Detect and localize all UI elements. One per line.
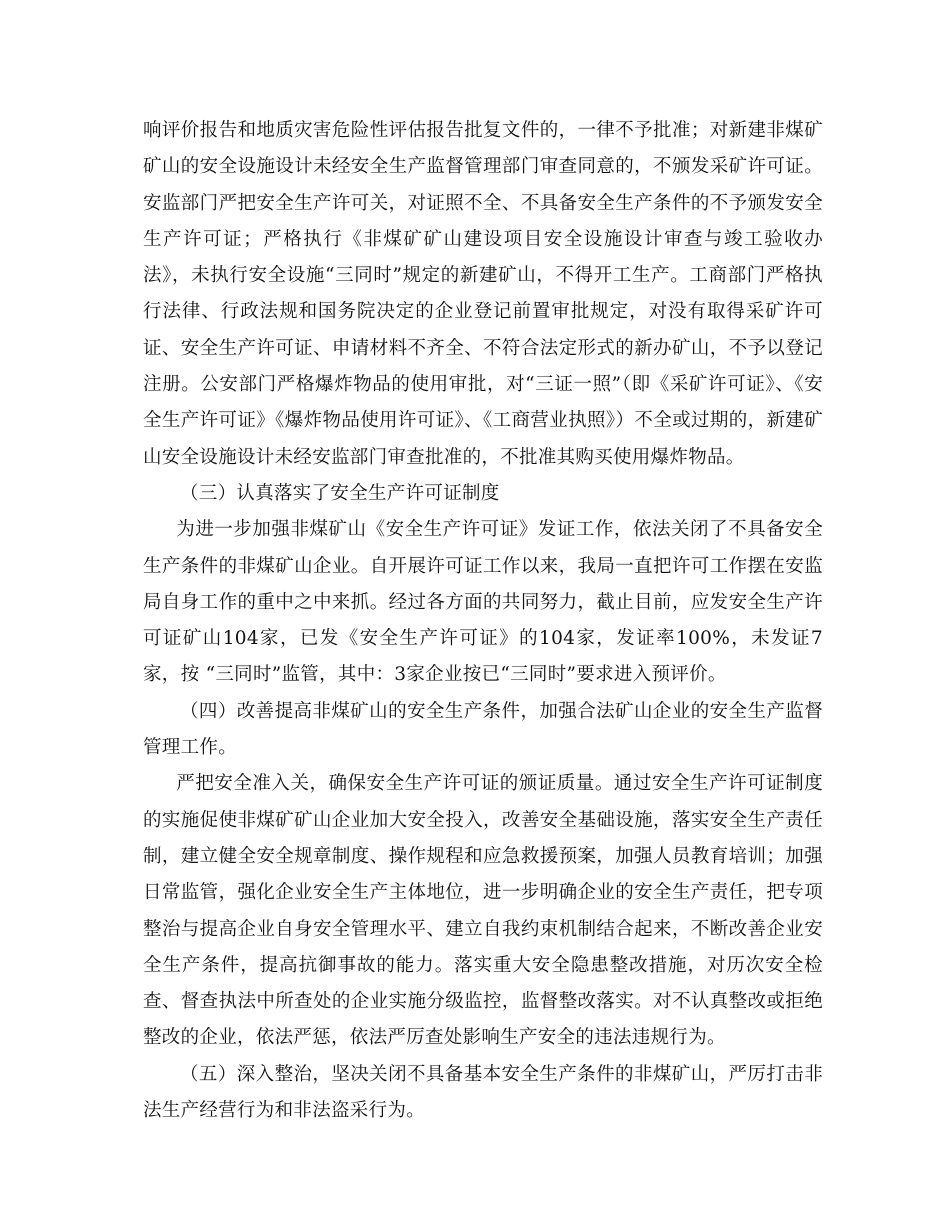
paragraph-approval-rules: 响评价报告和地质灾害危险性评估报告批复文件的，一律不予批准；对新建非煤矿矿山的安全设施设计未经安全生产监督管理部门审查同意的，不颁发采矿许可证。安监部门严把安全生产许可关，对证照不全、不具备安全生产条件的不予颁发安全生产许可证；严格执行《非煤矿矿山建设项目安全设施设计审查与竣工验收办法》，未执行安全设施“三同时”规定的新建矿山，不得开工生产。工商部门严格执行法律、行政法规和国务院决定的企业登记前置审批规定，对没有取得采矿许可证、安全生产许可证、申请材料不齐全、不符合法定形式的新办矿山，不予以登记注册。公安部门严格爆炸物品的使用审批，对“三证一照”（即《采矿许可证》、《安全生产许可证》《爆炸物品使用许可证》、《工商营业执照》）不全或过期的，新建矿山安全设施设计未经安监部门审查批准的，不批准其购买使用爆炸物品。 <box>143 120 823 468</box>
section-heading-3: （三）认真落实了安全生产许可证制度 <box>180 482 500 504</box>
paragraph-license-issuance: 为进一步加强非煤矿山《安全生产许可证》发证工作，依法关闭了不具备安全生产条件的非煤矿山企业。自开展许可证工作以来，我局一直把许可工作摆在安监局自身工作的重中之中来抓。经过各方面的共同努力，截止目前，应发安全生产许可证矿山104家，已发《安全生产许可证》的104家，发证率100%，未发证7家，按 “三同时”监管，其中：3家企业按已“三同时”要求进入预评价。 <box>143 519 823 686</box>
section-heading-4: （四）改善提高非煤矿山的安全生产条件，加强合法矿山企业的安全生产监督管理工作。 <box>143 700 823 759</box>
document-body <box>143 113 823 1129</box>
paragraph-safety-access: 严把安全准入关，确保安全生产许可证的颁证质量。通过安全生产许可证制度的实施促使非煤矿矿山企业加大安全投入，改善安全基础设施，落实安全生产责任制，建立健全安全规章制度、操作规程和应急救援预案，加强人员教育培训；加强日常监管，强化企业安全生产主体地位，进一步明确企业的安全生产责任，把专项整治与提高企业自身安全管理水平、建立自我约束机制结合起来，不断改善企业安全生产条件，提高抗御事故的能力。落实重大安全隐患整改措施，对历次安全检查、督查执法中所查处的企业实施分级监控，监督整改落实。对不认真整改或拒绝整改的企业，依法严惩，依法严厉查处影响生产安全的违法违规行为。 <box>143 773 823 1049</box>
section-heading-5: （五）深入整治，坚决关闭不具备基本安全生产条件的非煤矿山，严厉打击非法生产经营行为和非法盗采行为。 <box>143 1063 823 1122</box>
